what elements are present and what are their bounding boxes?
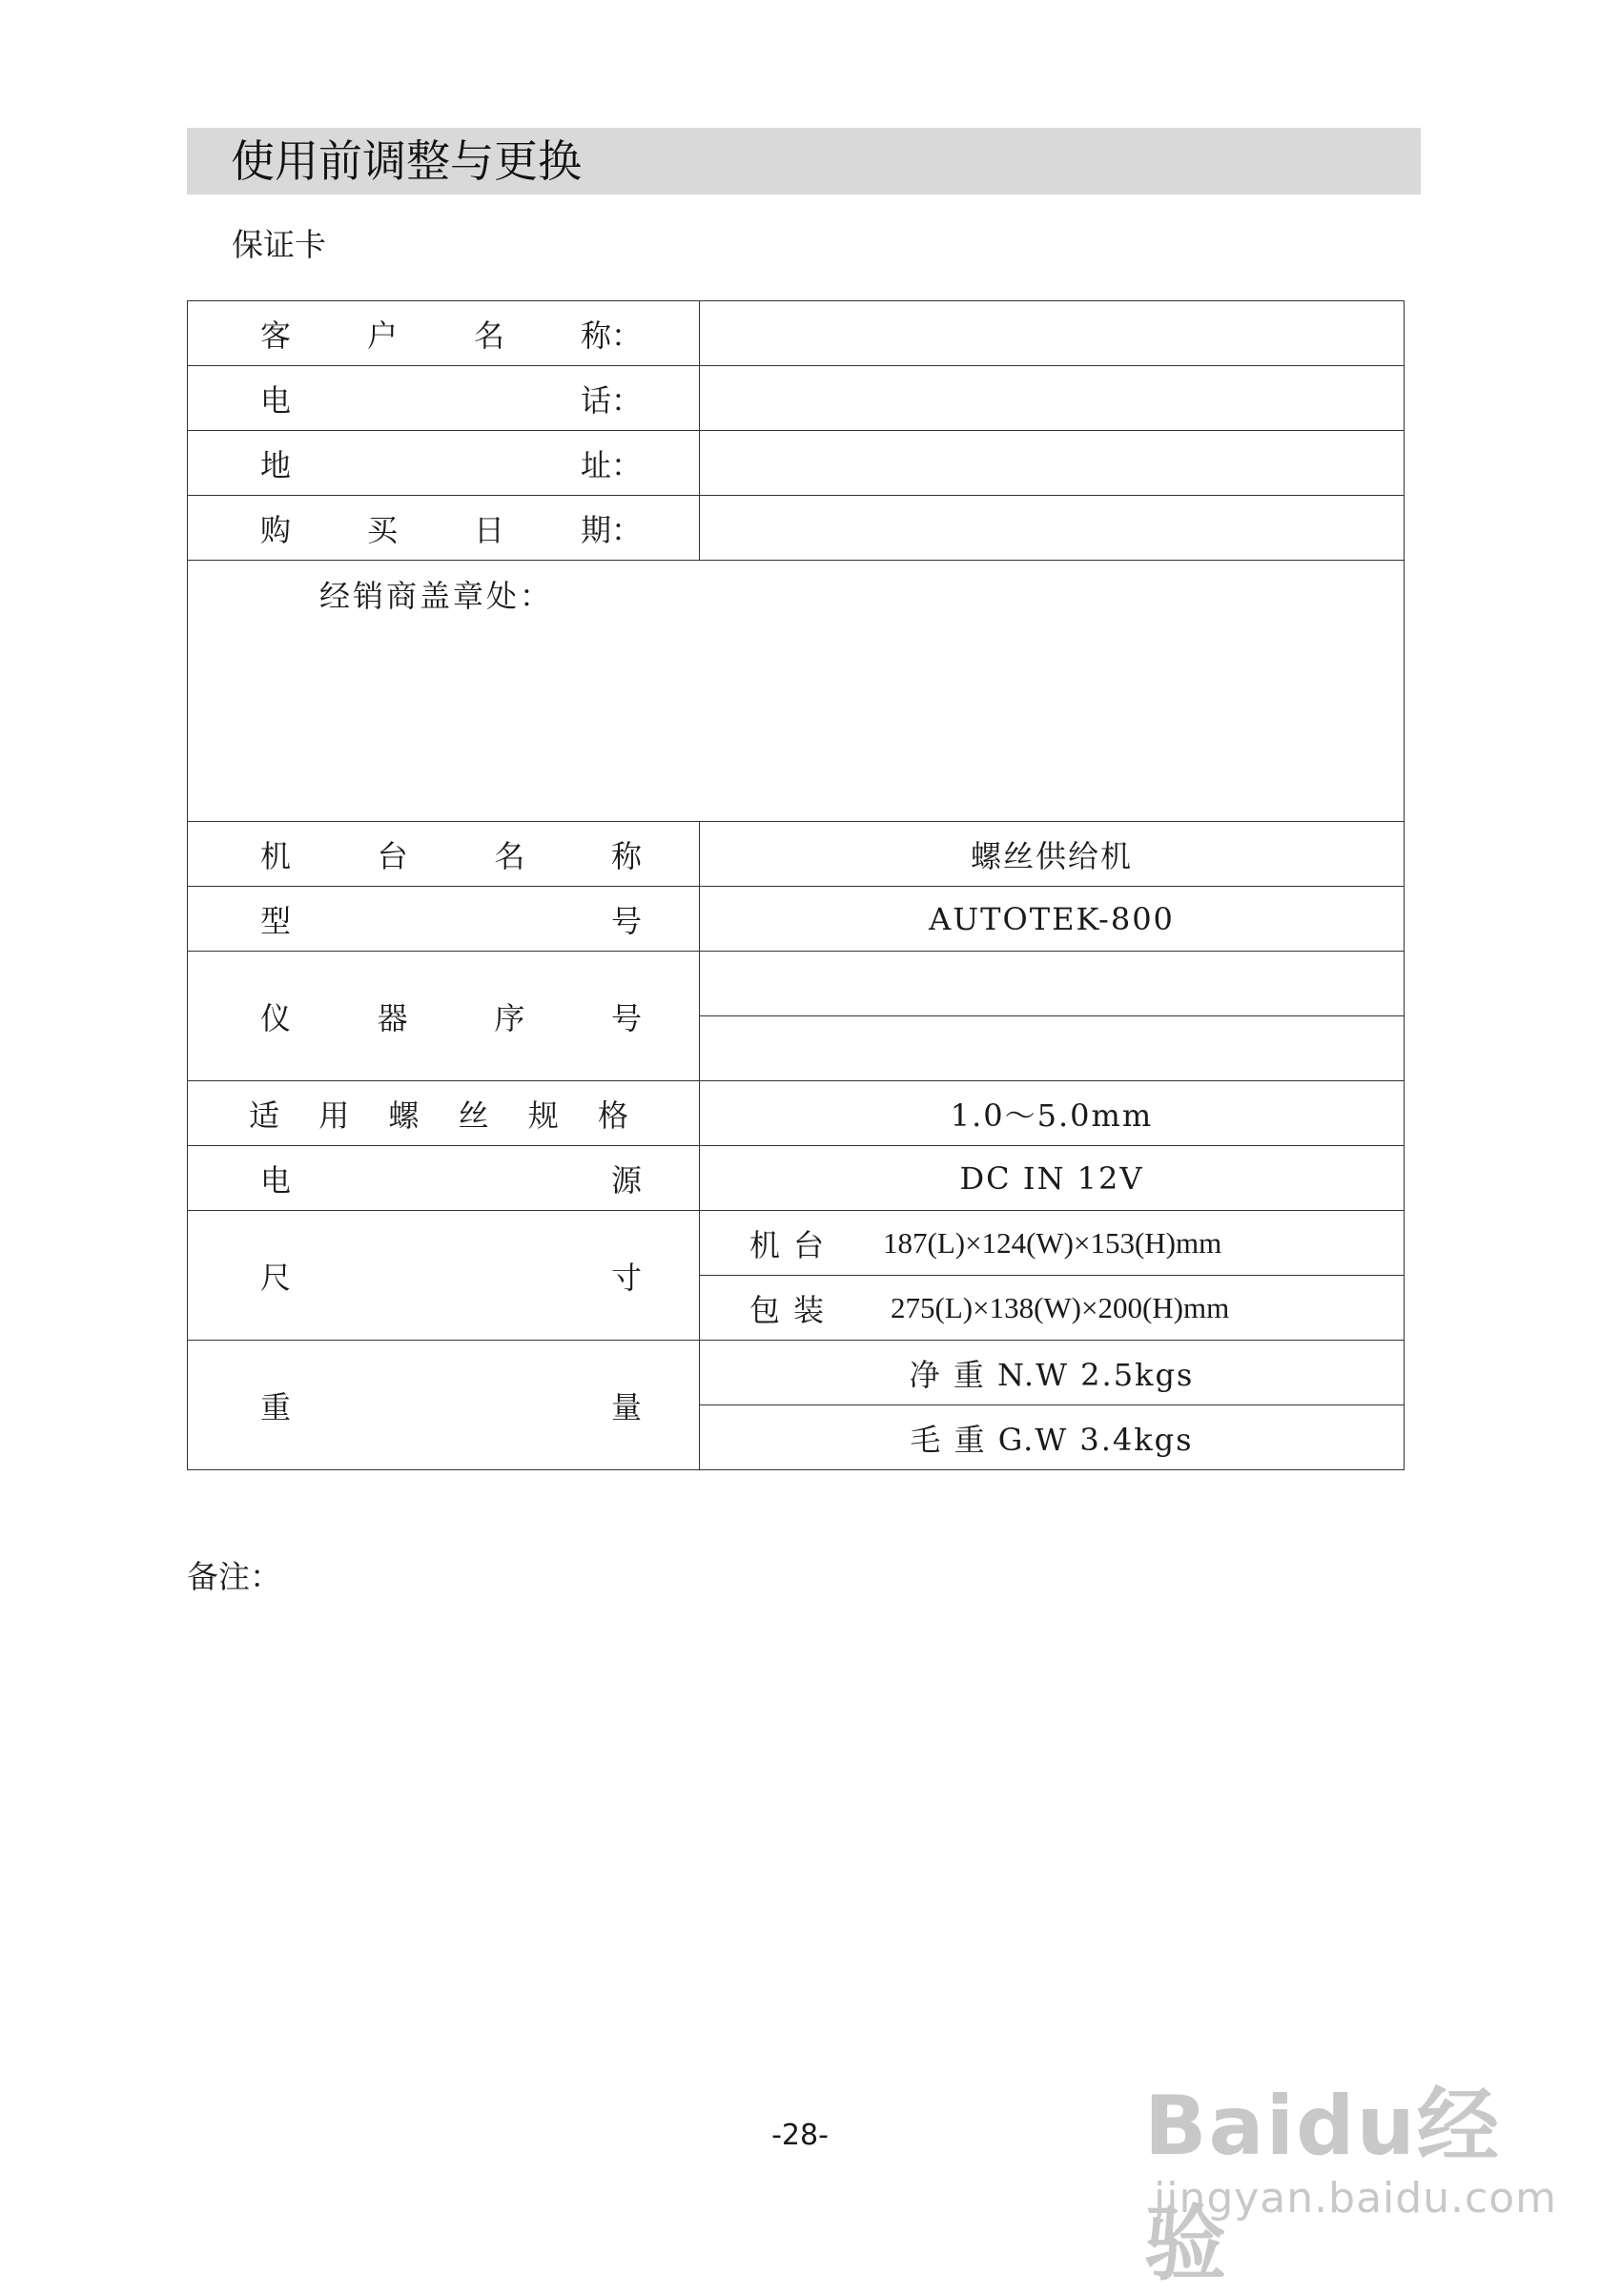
card-title: 保证卡: [232, 226, 326, 263]
watermark-url: jingyan.baidu.com: [1154, 2174, 1558, 2223]
model-value: AUTOTEK-800: [700, 887, 1405, 952]
baidu-watermark: [1144, 2050, 1558, 2292]
table-row: [188, 952, 1405, 1016]
serial-field-1[interactable]: [700, 952, 1405, 1016]
weight-label: 重 量: [260, 1388, 642, 1425]
phone-field[interactable]: [700, 366, 1405, 431]
table-row: [188, 431, 1405, 496]
size-label: 尺 寸: [260, 1259, 642, 1296]
section-title: 使用前调整与更换: [231, 135, 582, 187]
gross-weight-value: 毛 重 G.W 3.4kgs: [700, 1405, 1405, 1470]
dealer-stamp-area[interactable]: [188, 561, 1405, 822]
machine-name-value: 螺丝供给机: [700, 822, 1405, 887]
machine-size: [700, 1221, 1404, 1265]
phone-label: 电 话：: [260, 381, 642, 419]
address-field[interactable]: [700, 431, 1405, 496]
power-value: DC IN 12V: [700, 1146, 1405, 1211]
table-row: [188, 822, 1405, 887]
package-size: [700, 1286, 1404, 1330]
table-row: [188, 1341, 1405, 1405]
machine-size-value: 187(L)×124(W)×153(H)mm: [883, 1225, 1222, 1260]
machine-size-key: 机台: [749, 1226, 838, 1263]
machine-name-label: 机 台 名 称: [260, 837, 642, 874]
serial-label: 仪 器 序 号: [260, 999, 642, 1036]
table-row: [188, 887, 1405, 952]
power-label: 电 源: [260, 1161, 642, 1199]
package-size-key: 包装: [749, 1291, 838, 1328]
page-number: -28-: [771, 2119, 829, 2152]
purchase-date-field[interactable]: [700, 496, 1405, 561]
table-row: [188, 1211, 1405, 1276]
table-row: [188, 301, 1405, 366]
serial-field-2[interactable]: [700, 1016, 1405, 1081]
table-row: [188, 561, 1405, 822]
table-row: [188, 496, 1405, 561]
address-label: 地 址：: [260, 446, 642, 483]
model-label: 型 号: [260, 902, 642, 939]
remark-label: 备注：: [187, 1558, 281, 1595]
table-row: [188, 1081, 1405, 1146]
table-row: [188, 366, 1405, 431]
section-header: [187, 128, 1421, 195]
package-size-value: 275(L)×138(W)×200(H)mm: [891, 1290, 1230, 1324]
customer-name-field[interactable]: [700, 301, 1405, 366]
customer-name-label: 客 户 名 称：: [260, 317, 642, 354]
purchase-date-label: 购 买 日 期：: [260, 511, 642, 548]
warranty-card-table: [187, 300, 1405, 1470]
watermark-brand: Baidu经验: [1144, 2079, 1501, 2292]
table-row: [188, 1146, 1405, 1211]
dealer-stamp-label: 经销商盖章处：: [319, 578, 554, 614]
screw-spec-label: 适 用 螺 丝 规 格: [249, 1097, 628, 1134]
net-weight-value: 净 重 N.W 2.5kgs: [700, 1341, 1405, 1405]
screw-spec-value: 1.0～5.0mm: [700, 1081, 1405, 1146]
